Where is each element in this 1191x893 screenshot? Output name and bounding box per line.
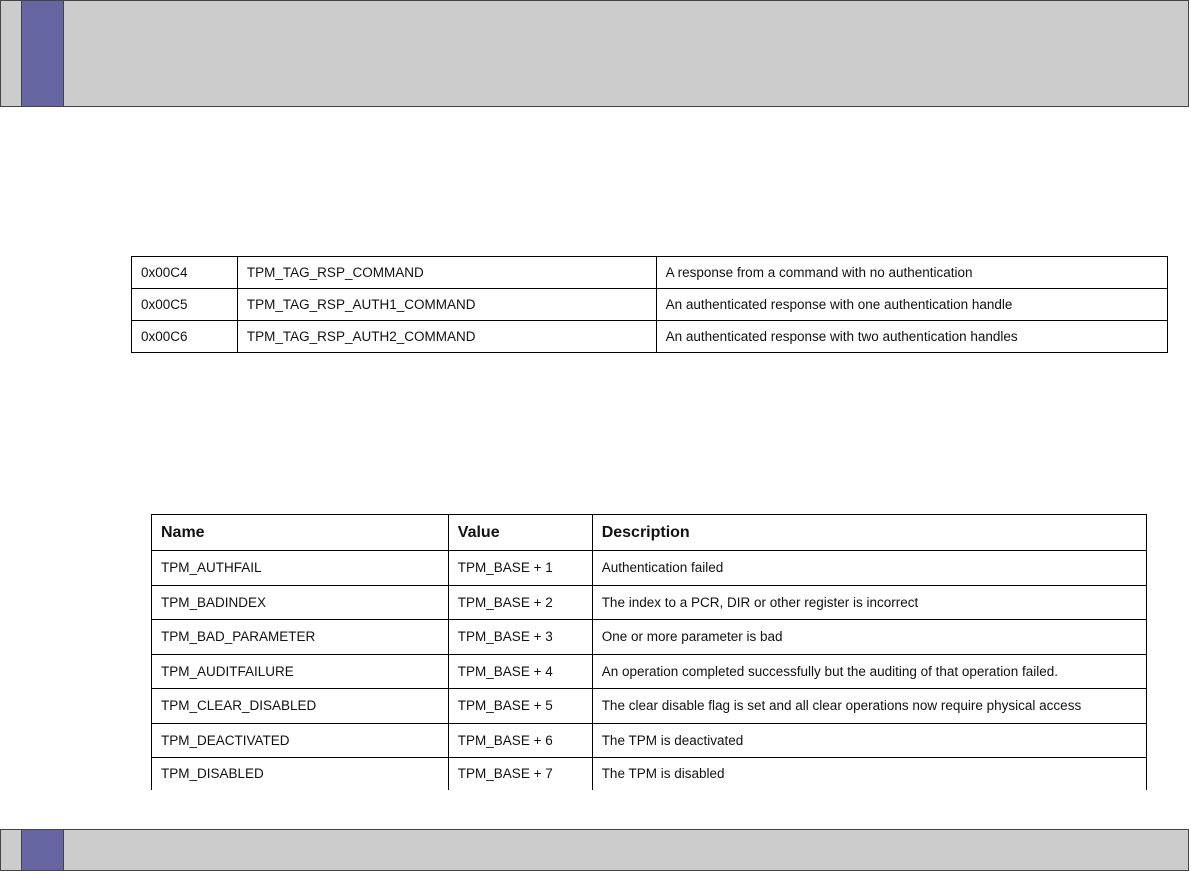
code-name-cell: TPM_DISABLED: [152, 758, 449, 790]
table-row: [152, 585, 1147, 620]
header-band: [0, 0, 1189, 107]
code-name-cell: TPM_CLEAR_DISABLED: [152, 689, 449, 724]
code-value-cell: TPM_BASE + 4: [448, 654, 592, 689]
response-tags-table: [131, 256, 1168, 353]
tag-value-cell: 0x00C5: [132, 289, 238, 321]
code-value-cell: TPM_BASE + 3: [448, 620, 592, 655]
tag-value-cell: 0x00C6: [132, 321, 238, 353]
header-accent-bar: [21, 1, 64, 106]
code-description-cell: The TPM is disabled: [592, 758, 1146, 790]
column-header-description: Description: [592, 515, 1146, 551]
code-description-cell: The TPM is deactivated: [592, 723, 1146, 758]
table-row: [132, 289, 1168, 321]
code-value-cell: TPM_BASE + 1: [448, 551, 592, 586]
code-name-cell: TPM_BAD_PARAMETER: [152, 620, 449, 655]
footer-band: [0, 829, 1189, 871]
code-name-cell: TPM_DEACTIVATED: [152, 723, 449, 758]
table-row: [132, 257, 1168, 289]
code-value-cell: TPM_BASE + 6: [448, 723, 592, 758]
return-codes-table: [151, 514, 1147, 790]
table-header-row: [152, 515, 1147, 551]
code-description-cell: The index to a PCR, DIR or other register is incorrect: [592, 585, 1146, 620]
code-name-cell: TPM_AUTHFAIL: [152, 551, 449, 586]
tag-name-cell: TPM_TAG_RSP_COMMAND: [237, 257, 656, 289]
tag-description-cell: An authenticated response with two authentication handles: [656, 321, 1167, 353]
code-description-cell: The clear disable flag is set and all clear operations now require physical access: [592, 689, 1146, 724]
footer-accent-bar: [21, 830, 64, 870]
code-description-cell: One or more parameter is bad: [592, 620, 1146, 655]
code-name-cell: TPM_AUDITFAILURE: [152, 654, 449, 689]
code-value-cell: TPM_BASE + 2: [448, 585, 592, 620]
column-header-name: Name: [152, 515, 449, 551]
column-header-value: Value: [448, 515, 592, 551]
code-description-cell: Authentication failed: [592, 551, 1146, 586]
table-row: [152, 551, 1147, 586]
tag-name-cell: TPM_TAG_RSP_AUTH1_COMMAND: [237, 289, 656, 321]
tag-value-cell: 0x00C4: [132, 257, 238, 289]
table-row: [152, 689, 1147, 724]
code-value-cell: TPM_BASE + 7: [448, 758, 592, 790]
tag-name-cell: TPM_TAG_RSP_AUTH2_COMMAND: [237, 321, 656, 353]
table-row: [152, 723, 1147, 758]
code-value-cell: TPM_BASE + 5: [448, 689, 592, 724]
tag-description-cell: An authenticated response with one authentication handle: [656, 289, 1167, 321]
table-row: [152, 758, 1147, 790]
tag-description-cell: A response from a command with no authentication: [656, 257, 1167, 289]
code-name-cell: TPM_BADINDEX: [152, 585, 449, 620]
table-row: [152, 654, 1147, 689]
table-row: [132, 321, 1168, 353]
code-description-cell: An operation completed successfully but the auditing of that operation failed.: [592, 654, 1146, 689]
table-row: [152, 620, 1147, 655]
